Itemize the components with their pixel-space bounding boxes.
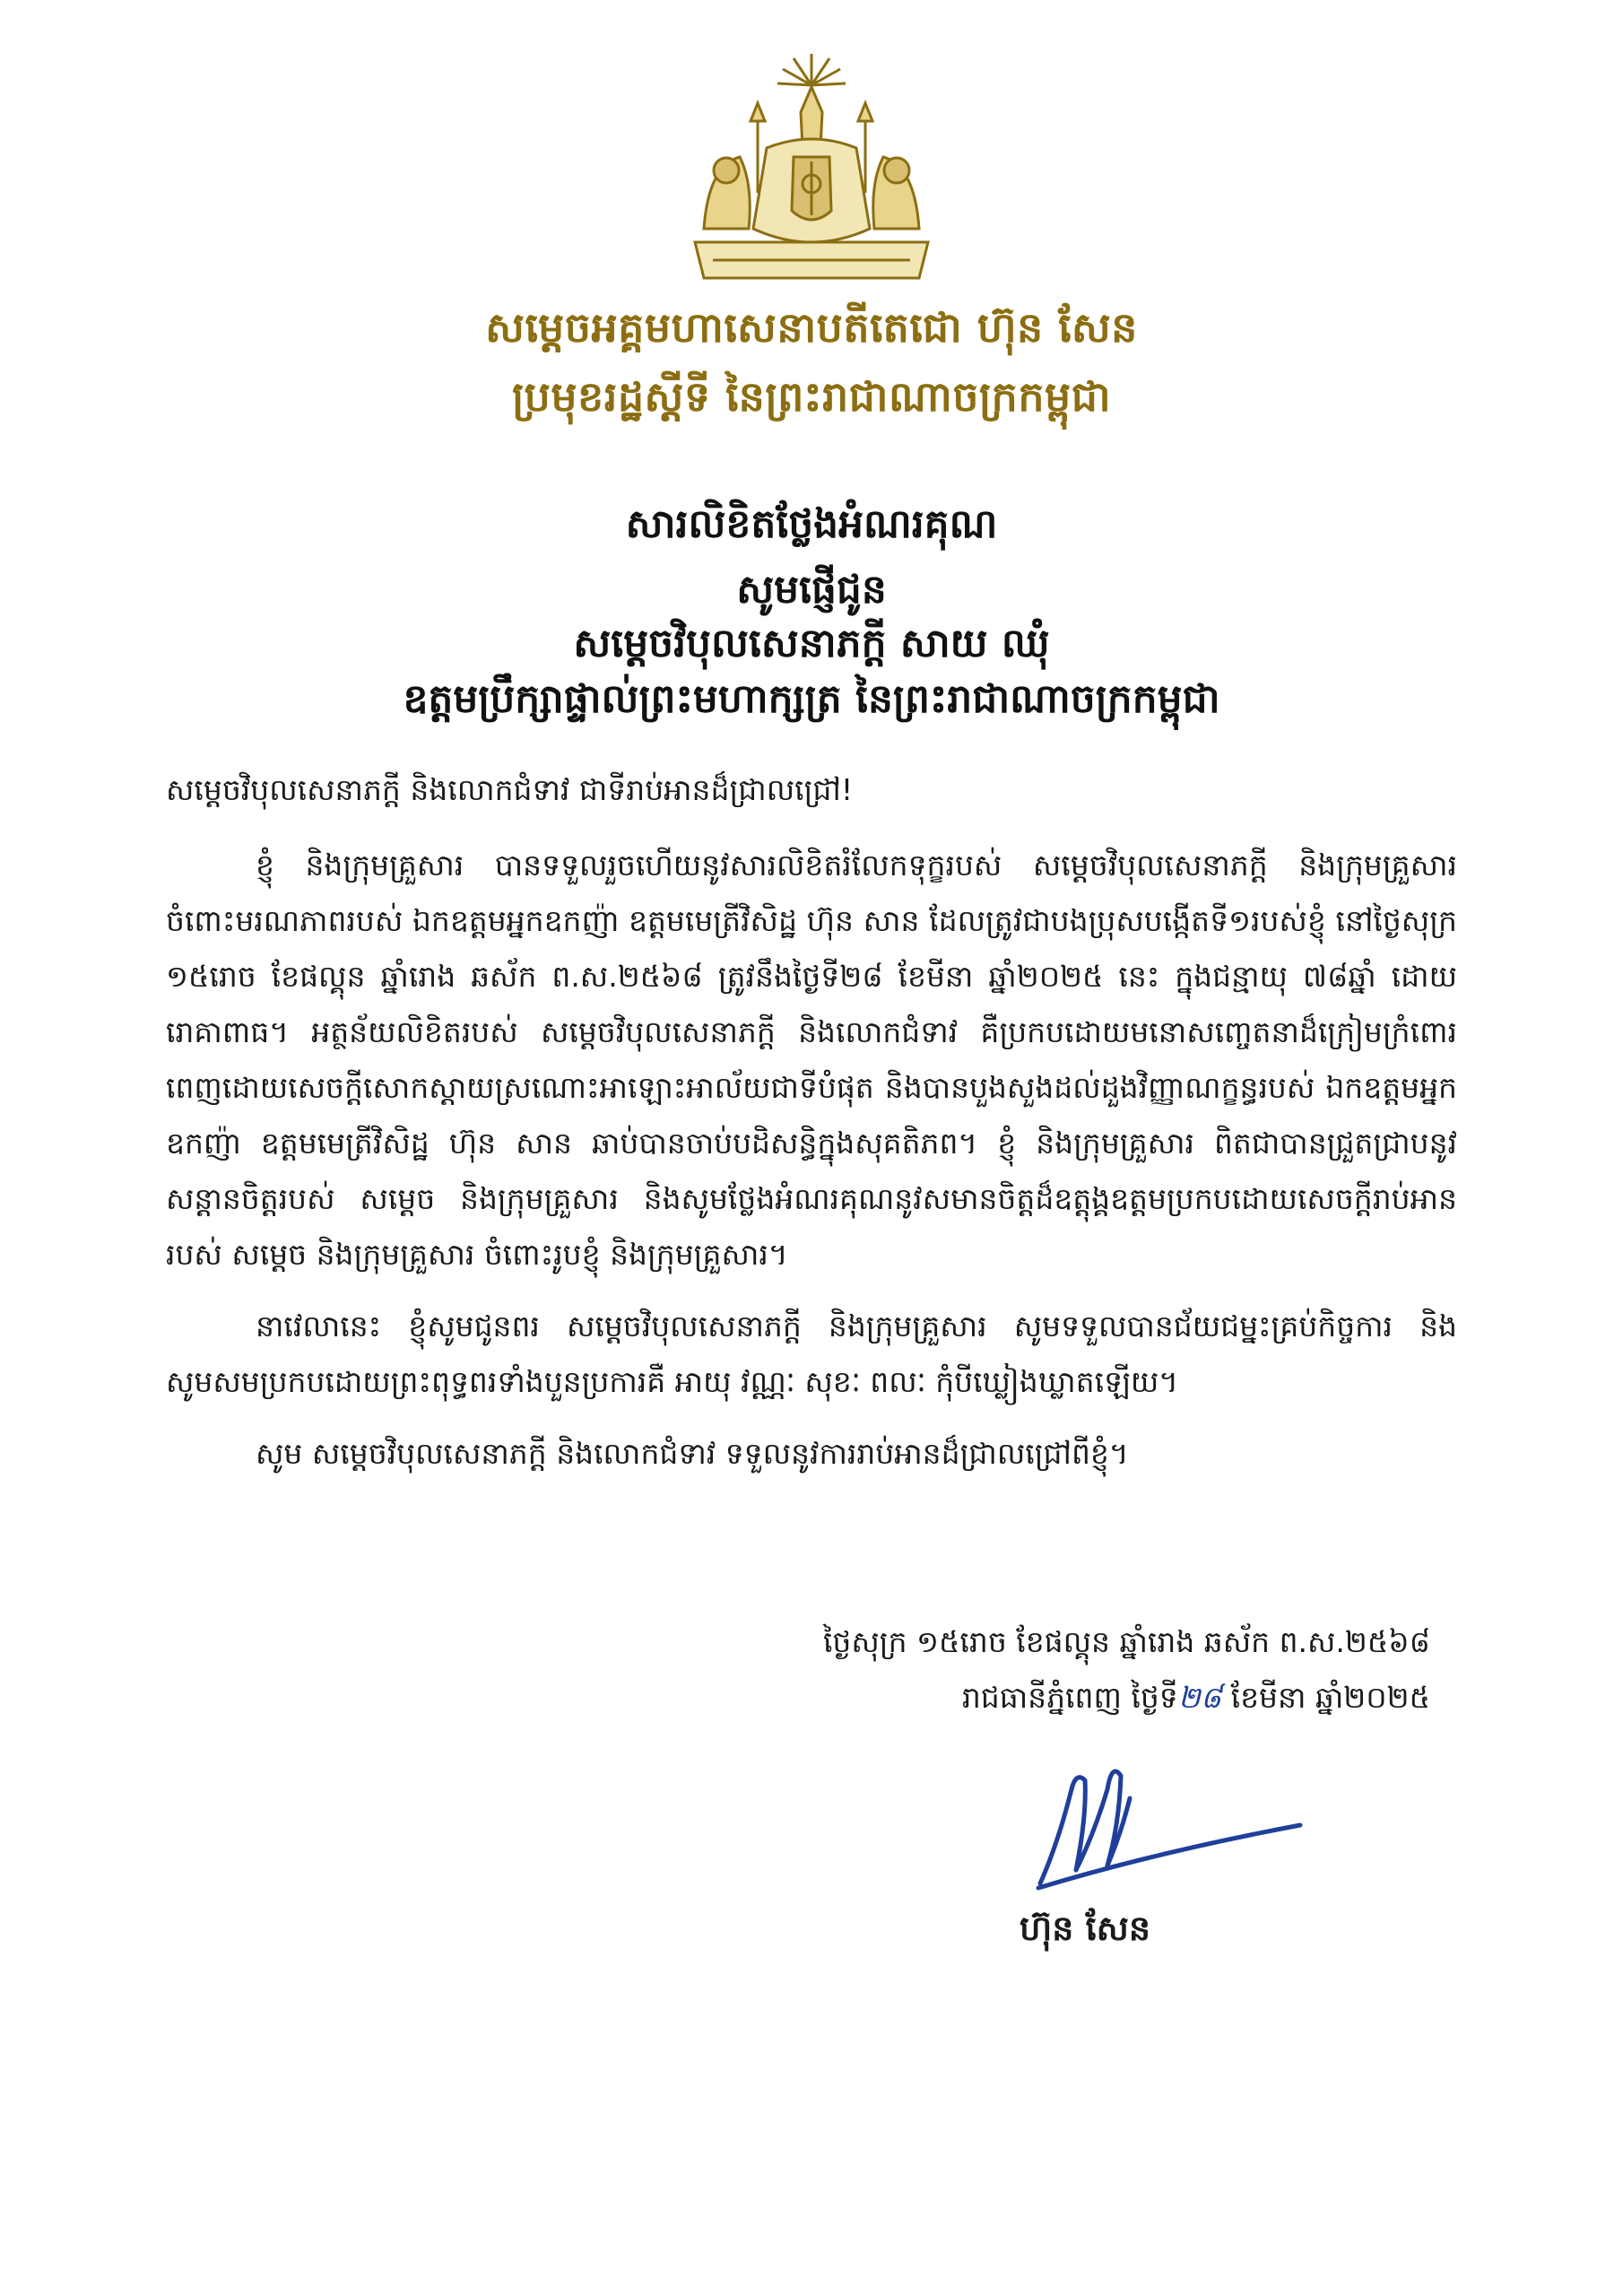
place-date xyxy=(623,1670,1430,1726)
royal-coat-of-arms-emblem xyxy=(677,49,946,291)
letter-body xyxy=(166,762,1457,1498)
place-prefix: រាជធានីភ្នំពេញ ថ្ងៃទី xyxy=(961,1680,1178,1715)
paragraph-1: ខ្ញុំ និងក្រុមគ្រួសារ បានទទួលរួចហើយនូវសារលិខិតរំលែកទុក្ខរបស់ សម្តេចវិបុលសេនាភក្តី និងក្រុមគ្រួសារ ចំពោះមរណភាពរបស់ ឯកឧត្តមអ្នកឧកញ៉ា ឧត្តមមេត្រីវិសិដ្ឋ ហ៊ុន សាន ដែលត្រូវជាបងប្រុសបង្កើតទី១របស់ខ្ញុំ នៅថ្ងៃសុក្រ ១៥រោច ខែផល្គុន ឆ្នាំរោង ឆស័ក ព.ស.២៥៦៨ ត្រូវនឹងថ្ងៃទី២៨ ខែមីនា ឆ្នាំ២០២៥ នេះ ក្នុងជន្មាយុ ៧៨ឆ្នាំ ដោយរោគាពាធ។ អត្ថន័យលិខិតរបស់ សម្តេចវិបុលសេនាភក្តី និងលោកជំទាវ គឺប្រកបដោយមនោសញ្ចេតនាដ៏ក្រៀមក្រំពោរពេញដោយសេចក្តីសោកស្តាយស្រណោះអាឡោះអាល័យជាទីបំផុត និងបានបួងសួងដល់ដួងវិញ្ញាណក្ខន្ធរបស់ ឯកឧត្តមអ្នកឧកញ៉ា ឧត្តមមេត្រីវិសិដ្ឋ ហ៊ុន សាន ឆាប់បានចាប់បដិសន្ធិក្នុងសុគតិភព។ ខ្ញុំ និងក្រុមគ្រួសារ ពិតជាបានជ្រួតជ្រាបនូវសន្តានចិត្តរបស់ សម្តេច និងក្រុមគ្រួសារ និងសូមថ្លែងអំណរគុណនូវសមានចិត្តដ៏ឧត្តុង្គឧត្តមប្រកបដោយសេចក្តីរាប់អានរបស់ សម្តេច និងក្រុមគ្រួសារ ចំពោះរូបខ្ញុំ និងក្រុមគ្រួសារ។ xyxy=(166,848,1457,1272)
recipient-position: ឧត្តមប្រឹក្សាផ្ទាល់ព្រះមហាក្សត្រ នៃព្រះរាជាណាចក្រកម្ពុជា xyxy=(403,676,1220,722)
month-year: ខែមីនា ឆ្នាំ២០២៥ xyxy=(1230,1680,1430,1715)
handwritten-signature xyxy=(1022,1735,1309,1915)
salutation: សម្តេចវិបុលសេនាភក្តី និងលោកជំទាវ ជាទីរាប់អានដ៏ជ្រាលជ្រៅ! xyxy=(166,772,854,807)
paragraph-2: នាវេលានេះ ខ្ញុំសូមជូនពរ សម្តេចវិបុលសេនាភក្តី និងក្រុមគ្រួសារ សូមទទួលបានជ័យជម្នះគ្រប់កិច្ចការ និងសូមសមប្រកបដោយព្រះពុទ្ធពរទាំងបួនប្រការគឺ អាយុ វណ្ណៈ សុខៈ ពលៈ កុំបីឃ្លៀងឃ្លាតឡើយ។ xyxy=(166,1309,1457,1399)
header-title-line-2: ប្រមុខរដ្ឋស្តីទី នៃព្រះរាជាណាចក្រកម្ពុជា xyxy=(511,372,1112,421)
handwritten-day: ២៨ xyxy=(1177,1680,1222,1715)
closing-paragraph: សូម សម្តេចវិបុលសេនាភក្តី និងលោកជំទាវ ទទួលនូវការរាប់អានដ៏ជ្រាលជ្រៅពីខ្ញុំ។ xyxy=(256,1436,1129,1471)
crown-rays xyxy=(777,54,846,85)
letter-title: សារលិខិតថ្លែងអំណរគុណ xyxy=(625,501,998,547)
signer-name: ហ៊ុន សែន xyxy=(1020,1909,1150,1948)
header-title-line-1: សម្តេចអគ្គមហាសេនាបតីតេជោ ហ៊ុន សែន xyxy=(485,303,1138,352)
date-block xyxy=(623,1614,1430,1726)
letter-subtitle: សូមផ្ញើជូន xyxy=(736,567,887,613)
lunar-date: ថ្ងៃសុក្រ ១៥រោច ខែផល្គុន ឆ្នាំរោង ឆស័ក ព.ស.២៥៦៨ xyxy=(822,1624,1430,1659)
recipient-name: សម្តេចវិបុលសេនាភក្តី សាយ ឈុំ xyxy=(573,621,1050,666)
